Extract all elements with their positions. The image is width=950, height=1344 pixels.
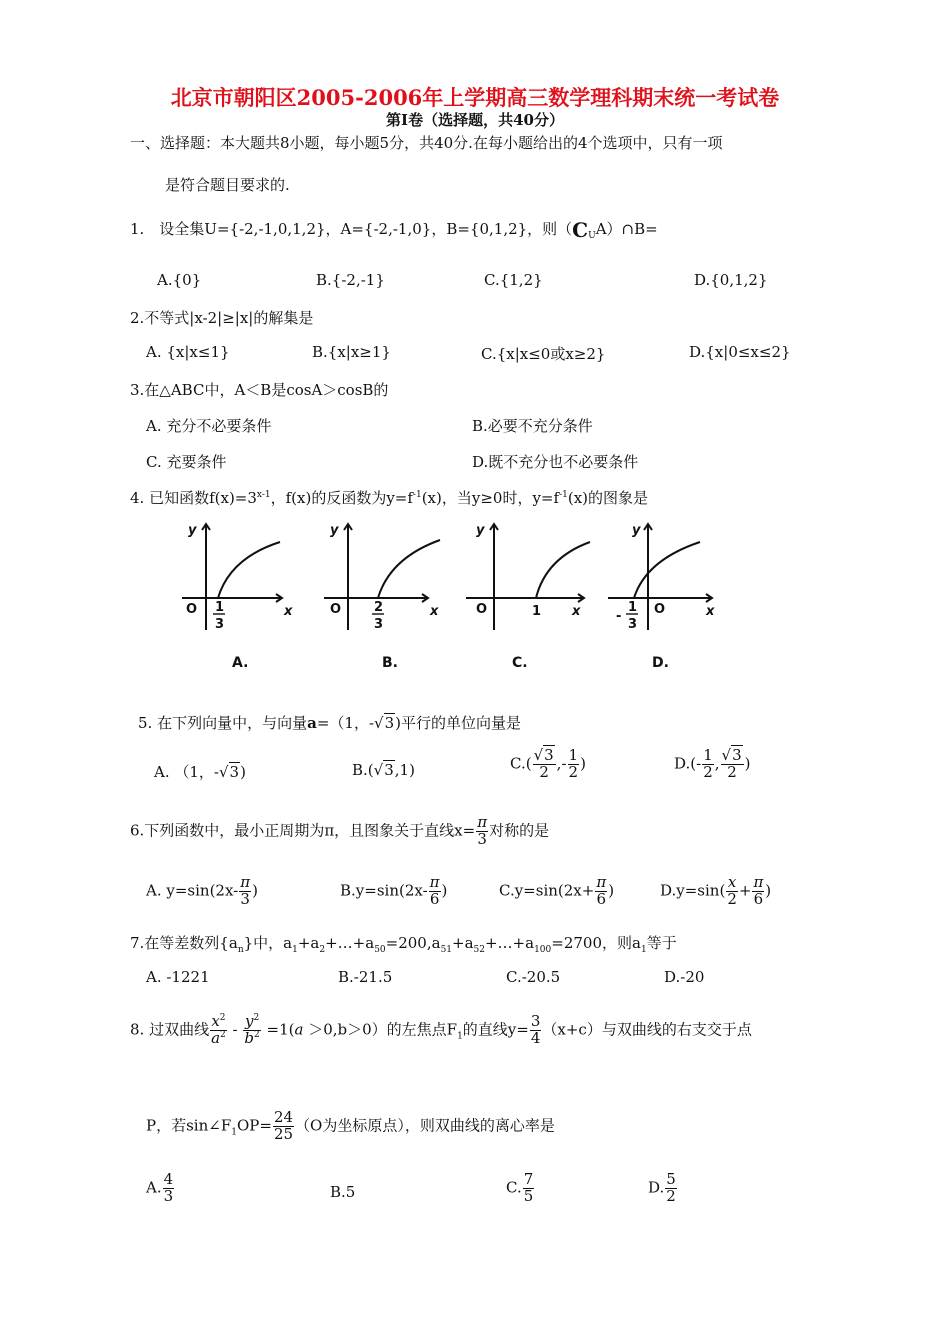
graph-option-d [604,518,734,636]
question-6-stem: 6.下列函数中，最小正周期为π，且图象关于直线x= $\frac{\pi}{3}$ 对称的是 [130,813,550,848]
q7-option-b: B.-21.5 [338,968,393,986]
q6-option-a: A. y=sin(2x- $\frac{\pi}{3}$ ) [146,873,258,908]
q7-option-d: D.-20 [664,968,705,986]
graph-c-tick: 1 [532,604,542,619]
q5-option-a: A. （1，-√3) [154,763,246,781]
q3-option-b: B.必要不充分条件 [472,417,593,435]
q8-option-c: C. $\frac{7}{5}$ [506,1170,534,1205]
q8-option-b: B.5 [330,1183,356,1201]
q1-option-c: C.{1,2} [484,271,543,289]
graph-b-x-label: x [430,604,439,619]
graph-label-b: B. [382,655,398,671]
q3-option-a: A. 充分不必要条件 [146,417,272,435]
q8-option-d: D. $\frac{5}{2}$ [648,1170,676,1205]
q3-option-d: D.既不充分也不必要条件 [472,453,639,471]
question-1-stem: 1. 设全集U={-2,-1,0,1,2}，A={-2,-1,0}，B={0,1,2}，则$(C_UA)\cap B=$ [130,218,658,242]
q5-option-b: B.(√3,1) [352,761,415,779]
graph-b-tick-den: 3 [374,617,384,632]
question-3-stem: 3.在△ABC中，A＜B是cosA＞cosB的 [130,381,389,399]
graph-d-tick-den: 3 [628,617,638,632]
q3-option-c: C. 充要条件 [146,453,227,471]
graph-option-a [172,518,302,636]
q6-option-c: C.y=sin(2x+ $\frac{\pi}{6}$ ) [499,873,615,908]
graph-a-x-label: x [284,604,293,619]
q6-option-b: B.y=sin(2x- $\frac{\pi}{6}$ ) [340,873,448,908]
q1-option-a: A.{0} [157,271,202,289]
graph-b-origin: O [330,602,342,617]
graph-a-y-label: y [188,523,197,538]
graph-c-x-label: x [572,604,581,619]
graph-label-a: A. [232,655,249,671]
graph-d-y-label: y [632,523,641,538]
q1-option-d: D.{0,1,2} [694,271,768,289]
q5-option-d: D.(- $\frac{1}{2}$ , $\frac{√3}{2}$ ) [674,746,751,781]
graph-option-b [318,518,448,636]
q2-option-d: D.{x|0≤x≤2} [689,343,791,361]
question-2-stem: 2.不等式|x-2|≥|x|的解集是 [130,309,314,327]
question-7-stem: 7.在等差数列$\{a_n\}$中，$a_1+a_2+\dots+a_{50}=200,a_{51}+a_{52}+\dots+a_{100}=2700$，则$a_1$等于 [130,934,677,955]
graph-d-tick-sign: - [616,609,622,624]
q7-option-c: C.-20.5 [506,968,561,986]
exam-title: 北京市朝阳区2005-2006年上学期高三数学理科期末统一考试卷 [170,85,780,110]
q2-option-b: B.{x|x≥1} [312,343,391,361]
q5-option-c: C.( $\frac{√3}{2}$ ,- $\frac{1}{2}$ ) [510,746,586,781]
graph-option-c [462,518,592,636]
graph-c-origin: O [476,602,488,617]
graph-d-x-label: x [706,604,715,619]
graph-d-tick-num: 1 [628,600,638,615]
question-8-line2: P，若$\sin\angle F_1OP=$ $\frac{24}{25}$ （O为坐标原点），则双曲线的离心率是 [146,1108,555,1143]
graph-c-y-label: y [476,523,485,538]
instructions-line2: 是符合题目要求的. [165,176,290,194]
graph-d-origin: O [654,602,666,617]
section-subtitle: 第Ⅰ卷（选择题，共40分） [386,111,564,129]
graph-label-d: D. [652,655,669,671]
q2-option-a: A. {x|x≤1} [146,343,230,361]
graph-a-tick-num: 1 [215,600,225,615]
graph-a-origin: O [186,602,198,617]
question-5-stem: 5. 在下列向量中，与向量a=（1，-√3)平行的单位向量是 [138,714,521,732]
graph-label-c: C. [512,655,528,671]
graph-b-y-label: y [330,523,339,538]
instructions-line1: 一、选择题：本大题共8小题，每小题5分，共40分.在每小题给出的4个选项中，只有一项 [130,134,723,152]
question-8-stem: 8. 过双曲线 $\frac{x^2}{a^2}$ - $\frac{y^2}{b^2}$ =1(a ＞0,b＞0）的左焦点$F_1$的直线y= $\frac{3}{4}$ （x+c）与双曲线的右支交于点 [130,1012,752,1047]
q1-option-b: B.{-2,-1} [316,271,385,289]
q6-option-d: D.y=sin( $\frac{x}{2}$ + $\frac{\pi}{6}$ ) [660,873,772,908]
question-4-stem: 4. 已知函数$f(x)=3^{x-1}$，f(x)的反函数为$y=f^{-1}(x)$，当y≥0时，$y=f^{-1}(x)$的图象是 [130,489,649,507]
q2-option-c: C.{x|x≤0或x≥2} [481,345,606,363]
q7-option-a: A. -1221 [146,968,210,986]
graph-b-tick-num: 2 [374,600,384,615]
q8-option-a: A. $\frac{4}{3}$ [146,1170,174,1205]
graph-a-tick-den: 3 [215,617,225,632]
